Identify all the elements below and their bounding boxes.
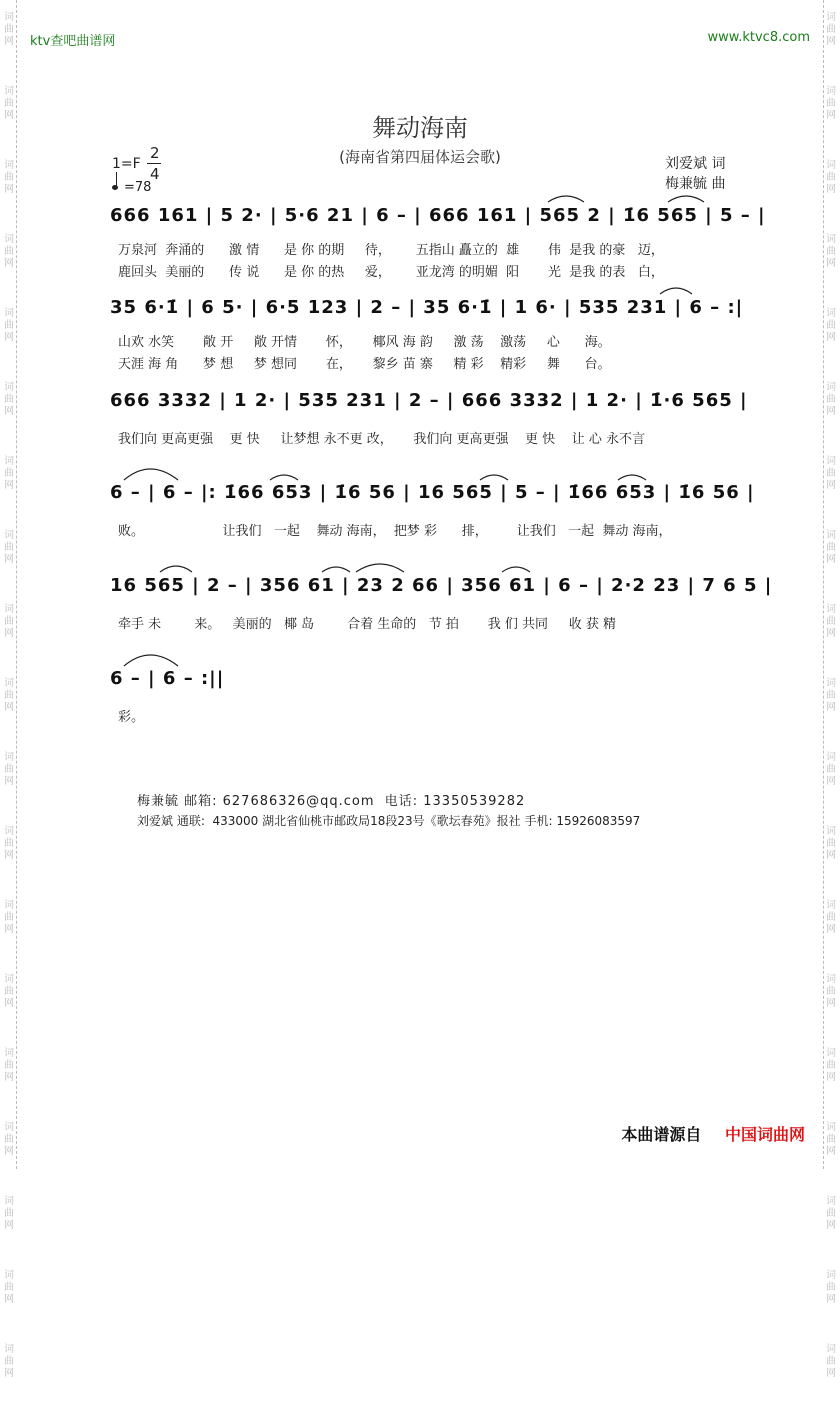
watermark-glyph-group: 词 曲 网 <box>4 530 14 565</box>
watermark-glyph-group: 词 曲 网 <box>4 1122 14 1157</box>
slur-arc <box>356 564 404 572</box>
watermark-glyph-group: 词 曲 网 <box>826 1270 836 1305</box>
watermark-glyph-group: 词 曲 网 <box>4 1196 14 1231</box>
watermark-glyph-group: 词 曲 网 <box>826 234 836 269</box>
slur-arc <box>160 566 192 572</box>
watermark-glyph-group: 词 曲 网 <box>4 456 14 491</box>
watermark-glyph-group: 词 曲 网 <box>826 678 836 713</box>
watermark-glyph-group: 词 曲 网 <box>826 160 836 195</box>
slur-arc <box>124 469 178 480</box>
watermark-glyph-group: 词 曲 网 <box>826 1048 836 1083</box>
lyric-verse-1: 万泉河 奔涌的 激 情 是 你 的期 待， 五指山 矗立的 雄 伟 是我 的豪 迈， <box>118 243 664 258</box>
watermark-glyph-group: 词 曲 网 <box>4 826 14 861</box>
footer-contact-composer: 梅兼毓 邮箱: 627686326@qq.com 电话: 13350539282 <box>137 794 526 809</box>
source-attribution <box>621 1122 805 1145</box>
jianpu-notes: 666 161 | 5 2· | 5·6 21 | 6 – | 666 161 | 565 2 | 1̇6 565 | 5 – | <box>110 205 766 226</box>
watermark-glyph-group: 词 曲 网 <box>826 1196 836 1231</box>
slur-arc <box>480 475 508 480</box>
time-signature-top: 2 <box>150 144 160 162</box>
lyric-ending: 彩。 <box>118 710 145 725</box>
jianpu-notes: 6 – | 6 – |: 1̇66 653 | 1̇6 56 | 16 565 | 5 – | 1̇66 653 | 1̇6 56 | <box>110 482 755 503</box>
watermark-glyph-group: 词 曲 网 <box>826 604 836 639</box>
watermark-glyph-group: 词 曲 网 <box>826 456 836 491</box>
watermark-glyph-group: 词 曲 网 <box>826 974 836 1009</box>
jianpu-notes: 16 565 | 2 – | 356 61 | 23 2 66 | 356 61 | 6 – | 2·2 23 | 7 6 5 | <box>110 575 773 596</box>
site-url-header[interactable]: www.ktvc8.com <box>707 30 810 45</box>
slur-arc <box>548 196 584 202</box>
watermark-glyph-group: 词 曲 网 <box>826 382 836 417</box>
time-signature-bottom: 4 <box>150 165 160 183</box>
watermark-glyph-group: 词 曲 网 <box>826 900 836 935</box>
watermark-glyph-group: 词 曲 网 <box>826 1122 836 1157</box>
watermark-glyph-group: 词 曲 网 <box>4 1048 14 1083</box>
source-label: 本曲谱源自 <box>621 1125 702 1144</box>
key-signature: 1=F <box>112 156 141 172</box>
watermark-glyph-group: 词 曲 网 <box>826 752 836 787</box>
song-subtitle: (海南省第四届体运会歌) <box>339 148 501 166</box>
tempo-marking: =78 <box>124 180 152 195</box>
watermark-glyph-group: 词 曲 网 <box>4 160 14 195</box>
watermark-glyph-group: 词 曲 网 <box>4 752 14 787</box>
watermark-glyph-group: 词 曲 网 <box>4 12 14 47</box>
lyric-chorus: 败。 让我们 一起 舞动 海南， 把梦 彩 排， 让我们 一起 舞动 海南， <box>118 524 672 539</box>
slur-arc <box>668 196 704 202</box>
footer-contact-lyricist: 刘爱斌 通联: 433000 湖北省仙桃市邮政局18段23号《歌坛春苑》报社 手机: 15926083597 <box>137 814 641 828</box>
slur-arc <box>124 655 178 666</box>
composer-credit: 梅兼毓 曲 <box>665 176 726 192</box>
lyric-verse-2: 天涯 海 角 梦 想 梦 想同 在， 黎乡 苗 寨 精 彩 精彩 舞 台。 <box>118 357 611 372</box>
jianpu-notes: 35 6·1̇ | 6 5· | 6·5 123 | 2 – | 35 6·1̇ | 1 6· | 535 231 | 6 – :| <box>110 297 744 318</box>
slur-arc <box>660 288 692 294</box>
lyric-chorus: 牵手 未 来。 美丽的 椰 岛 合着 生命的 节 拍 我 们 共同 收 获 精 <box>118 617 616 632</box>
slur-arc <box>502 567 530 572</box>
slur-arc <box>322 567 350 572</box>
watermark-glyph-group: 词 曲 网 <box>826 1344 836 1379</box>
watermark-glyph-group: 词 曲 网 <box>4 382 14 417</box>
watermark-glyph-group: 词 曲 网 <box>4 234 14 269</box>
watermark-glyph-group: 词 曲 网 <box>826 12 836 47</box>
jianpu-notes: 666 3332 | 1 2· | 535 231 | 2 – | 666 3332 | 1 2· | 1̇·6 565 | <box>110 390 748 411</box>
lyric-verse-2: 鹿回头 美丽的 传 说 是 你 的热 爱， 亚龙湾 的明媚 阳 光 是我 的表 白， <box>118 265 664 280</box>
watermark-glyph-group: 词 曲 网 <box>4 900 14 935</box>
song-title: 舞动海南 <box>372 114 468 142</box>
jianpu-notes: 6 – | 6 – :|| <box>110 668 225 689</box>
lyricist-credit: 刘爱斌 词 <box>665 156 726 172</box>
watermark-glyph-group: 词 曲 网 <box>4 86 14 121</box>
site-name-header[interactable]: ktv查吧曲谱网 <box>30 34 116 49</box>
watermark-glyph-group: 词 曲 网 <box>4 308 14 343</box>
watermark-glyph-group: 词 曲 网 <box>4 1344 14 1379</box>
watermark-glyph-group: 词 曲 网 <box>4 678 14 713</box>
slur-arc <box>270 475 298 480</box>
watermark-glyph-group: 词 曲 网 <box>826 86 836 121</box>
watermark-glyph-group: 词 曲 网 <box>4 1270 14 1305</box>
watermark-glyph-group: 词 曲 网 <box>826 308 836 343</box>
watermark-glyph-group: 词 曲 网 <box>826 826 836 861</box>
slur-arc <box>618 475 646 480</box>
watermark-glyph-group: 词 曲 网 <box>4 604 14 639</box>
lyric-verse-1: 山欢 水笑 敞 开 敞 开情 怀， 椰风 海 韵 激 荡 激荡 心 海。 <box>118 335 611 350</box>
lyric-chorus: 我们向 更高更强 更 快 让梦想 永不更 改， 我们向 更高更强 更 快 让 心 永不言 <box>118 432 645 447</box>
watermark-glyph-group: 词 曲 网 <box>826 530 836 565</box>
watermark-glyph-group: 词 曲 网 <box>4 974 14 1009</box>
source-site-link[interactable]: 中国词曲网 <box>724 1125 805 1144</box>
